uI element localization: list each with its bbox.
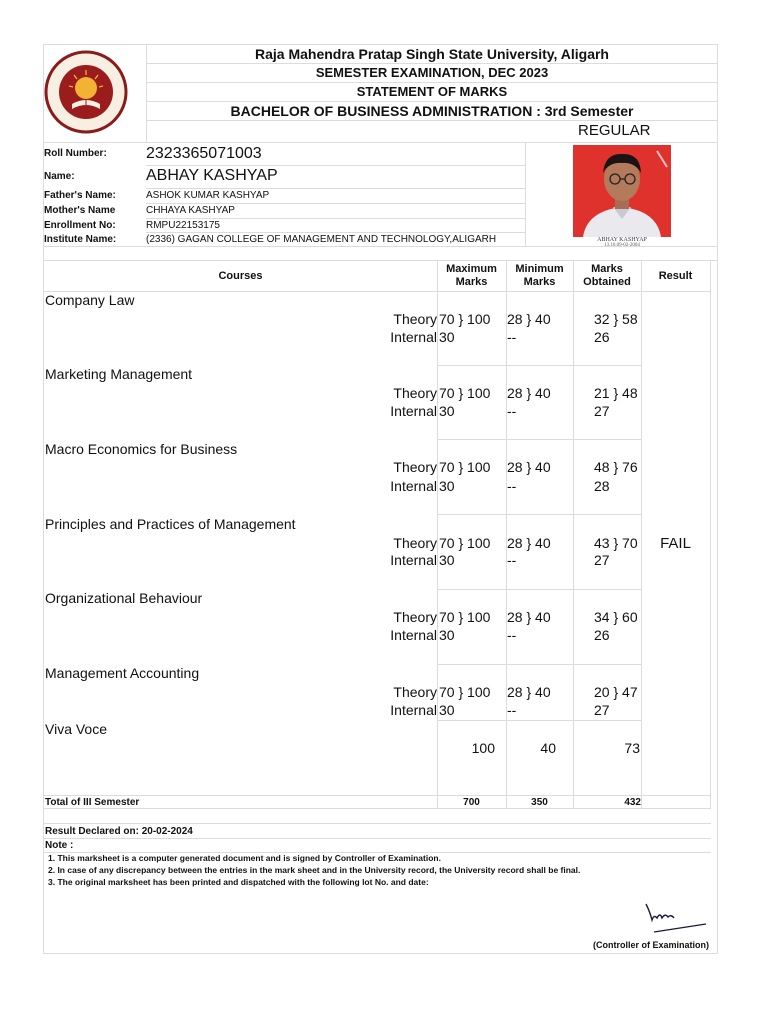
- internal-label: Internal: [390, 478, 437, 494]
- max-internal: 30: [439, 478, 455, 494]
- max-internal: 30: [439, 552, 455, 568]
- father-name-label: Father's Name:: [44, 190, 116, 201]
- enrollment-label: Enrollment No:: [44, 220, 116, 231]
- institute-name: (2336) GAGAN COLLEGE OF MANAGEMENT AND TECHNOLOGY,ALIGARH: [146, 234, 497, 245]
- max-theory: 70 } 100: [439, 609, 491, 625]
- max-internal: 30: [439, 627, 455, 643]
- mother-name: CHHAYA KASHYAP: [146, 205, 235, 216]
- min-internal: --: [507, 329, 517, 345]
- min-theory: 28 } 40: [507, 684, 551, 700]
- internal-label: Internal: [390, 552, 437, 568]
- marks-obtained-header: [573, 263, 641, 289]
- obt-internal: 27: [594, 403, 610, 419]
- min-marks-header-line1: Minimum: [515, 263, 564, 275]
- course-name: Macro Economics for Business: [45, 441, 238, 457]
- statement-title: STATEMENT OF MARKS: [356, 84, 508, 99]
- max-internal: 30: [439, 702, 455, 718]
- viva-name: Viva Voce: [45, 721, 108, 737]
- marks-obtained-header-line2: Obtained: [583, 276, 631, 288]
- university-name: Raja Mahendra Pratap Singh State University, Aligarh: [255, 46, 609, 62]
- father-name: ASHOK KUMAR KASHYAP: [146, 190, 270, 201]
- min-internal: --: [507, 478, 517, 494]
- mother-name-label: Mother's Name: [44, 205, 116, 216]
- roll-number: 2323365071003: [146, 145, 262, 162]
- internal-label: Internal: [390, 329, 437, 345]
- student-photo: [573, 145, 671, 237]
- obt-theory: 48 } 76: [594, 459, 638, 475]
- theory-label: Theory: [393, 311, 437, 327]
- total-label: Total of III Semester: [45, 797, 140, 808]
- obt-theory: 43 } 70: [594, 535, 638, 551]
- courses-header: Courses: [218, 270, 263, 282]
- name-label: Name:: [44, 171, 75, 182]
- obt-internal: 27: [594, 702, 610, 718]
- photo-caption: ABHAY KASHYAP: [597, 237, 647, 243]
- min-internal: --: [507, 403, 517, 419]
- note-2: 2. In case of any discrepancy between the entries in the mark sheet and in the University record, the University record shall be final.: [48, 865, 581, 875]
- theory-label: Theory: [393, 385, 437, 401]
- signatory-label: (Controller of Examination): [592, 940, 709, 950]
- total-max: 700: [463, 797, 480, 808]
- max-internal: 30: [439, 403, 455, 419]
- viva-obtained: 73: [624, 740, 640, 756]
- min-internal: --: [507, 702, 517, 718]
- program-title: BACHELOR OF BUSINESS ADMINISTRATION : 3rd Semester: [230, 103, 634, 119]
- total-min: 350: [531, 797, 548, 808]
- total-obtained: 432: [624, 797, 641, 808]
- internal-label: Internal: [390, 702, 437, 718]
- min-theory: 28 } 40: [507, 459, 551, 475]
- obt-theory: 32 } 58: [594, 311, 638, 327]
- course-name: Organizational Behaviour: [45, 590, 203, 606]
- obt-theory: 21 } 48: [594, 385, 638, 401]
- viva-min: 40: [540, 740, 556, 756]
- min-internal: --: [507, 627, 517, 643]
- min-theory: 28 } 40: [507, 385, 551, 401]
- roll-number-label: Roll Number:: [44, 148, 107, 159]
- obt-internal: 28: [594, 478, 610, 494]
- course-name: Marketing Management: [45, 366, 193, 382]
- institute-label: Institute Name:: [44, 234, 117, 245]
- result-header: Result: [658, 270, 693, 282]
- viva-max: 100: [471, 740, 495, 756]
- obt-internal: 27: [594, 552, 610, 568]
- student-name: ABHAY KASHYAP: [146, 167, 278, 184]
- min-marks-header: [506, 263, 573, 289]
- obt-theory: 20 } 47: [594, 684, 638, 700]
- note-1: 1. This marksheet is a computer generated document and is signed by Controller of Examination.: [48, 853, 441, 863]
- note-label: Note :: [45, 840, 74, 851]
- marks-obtained-header-line1: Marks: [591, 263, 623, 275]
- theory-label: Theory: [393, 684, 437, 700]
- internal-label: Internal: [390, 627, 437, 643]
- enrollment-number: RMPU22153175: [146, 220, 220, 231]
- result-status: FAIL: [660, 535, 691, 552]
- note-3: 3. The original marksheet has been printed and dispatched with the following lot No. and date:: [48, 877, 429, 887]
- min-theory: 28 } 40: [507, 311, 551, 327]
- university-logo: [44, 50, 128, 134]
- course-name: Company Law: [45, 292, 135, 308]
- obt-theory: 34 } 60: [594, 609, 638, 625]
- min-theory: 28 } 40: [507, 535, 551, 551]
- result-declared: Result Declared on: 20-02-2024: [45, 826, 193, 837]
- max-theory: 70 } 100: [439, 459, 491, 475]
- max-theory: 70 } 100: [439, 535, 491, 551]
- theory-label: Theory: [393, 609, 437, 625]
- max-internal: 30: [439, 329, 455, 345]
- course-name: Principles and Practices of Management: [45, 516, 296, 532]
- controller-signature: [640, 898, 710, 938]
- theory-label: Theory: [393, 459, 437, 475]
- max-theory: 70 } 100: [439, 385, 491, 401]
- mode-label: REGULAR: [578, 122, 651, 139]
- obt-internal: 26: [594, 329, 610, 345]
- min-internal: --: [507, 552, 517, 568]
- internal-label: Internal: [390, 403, 437, 419]
- max-theory: 70 } 100: [439, 311, 491, 327]
- max-marks-header: [437, 263, 506, 289]
- obt-internal: 26: [594, 627, 610, 643]
- max-theory: 70 } 100: [439, 684, 491, 700]
- theory-label: Theory: [393, 535, 437, 551]
- course-name: Management Accounting: [45, 665, 200, 681]
- min-marks-header-line2: Marks: [523, 276, 556, 288]
- max-marks-header-line2: Marks: [455, 276, 488, 288]
- photo-caption-date: 13.10.09-02-2004: [604, 243, 640, 248]
- min-theory: 28 } 40: [507, 609, 551, 625]
- exam-title: SEMESTER EXAMINATION, DEC 2023: [315, 65, 549, 80]
- max-marks-header-line1: Maximum: [446, 263, 497, 275]
